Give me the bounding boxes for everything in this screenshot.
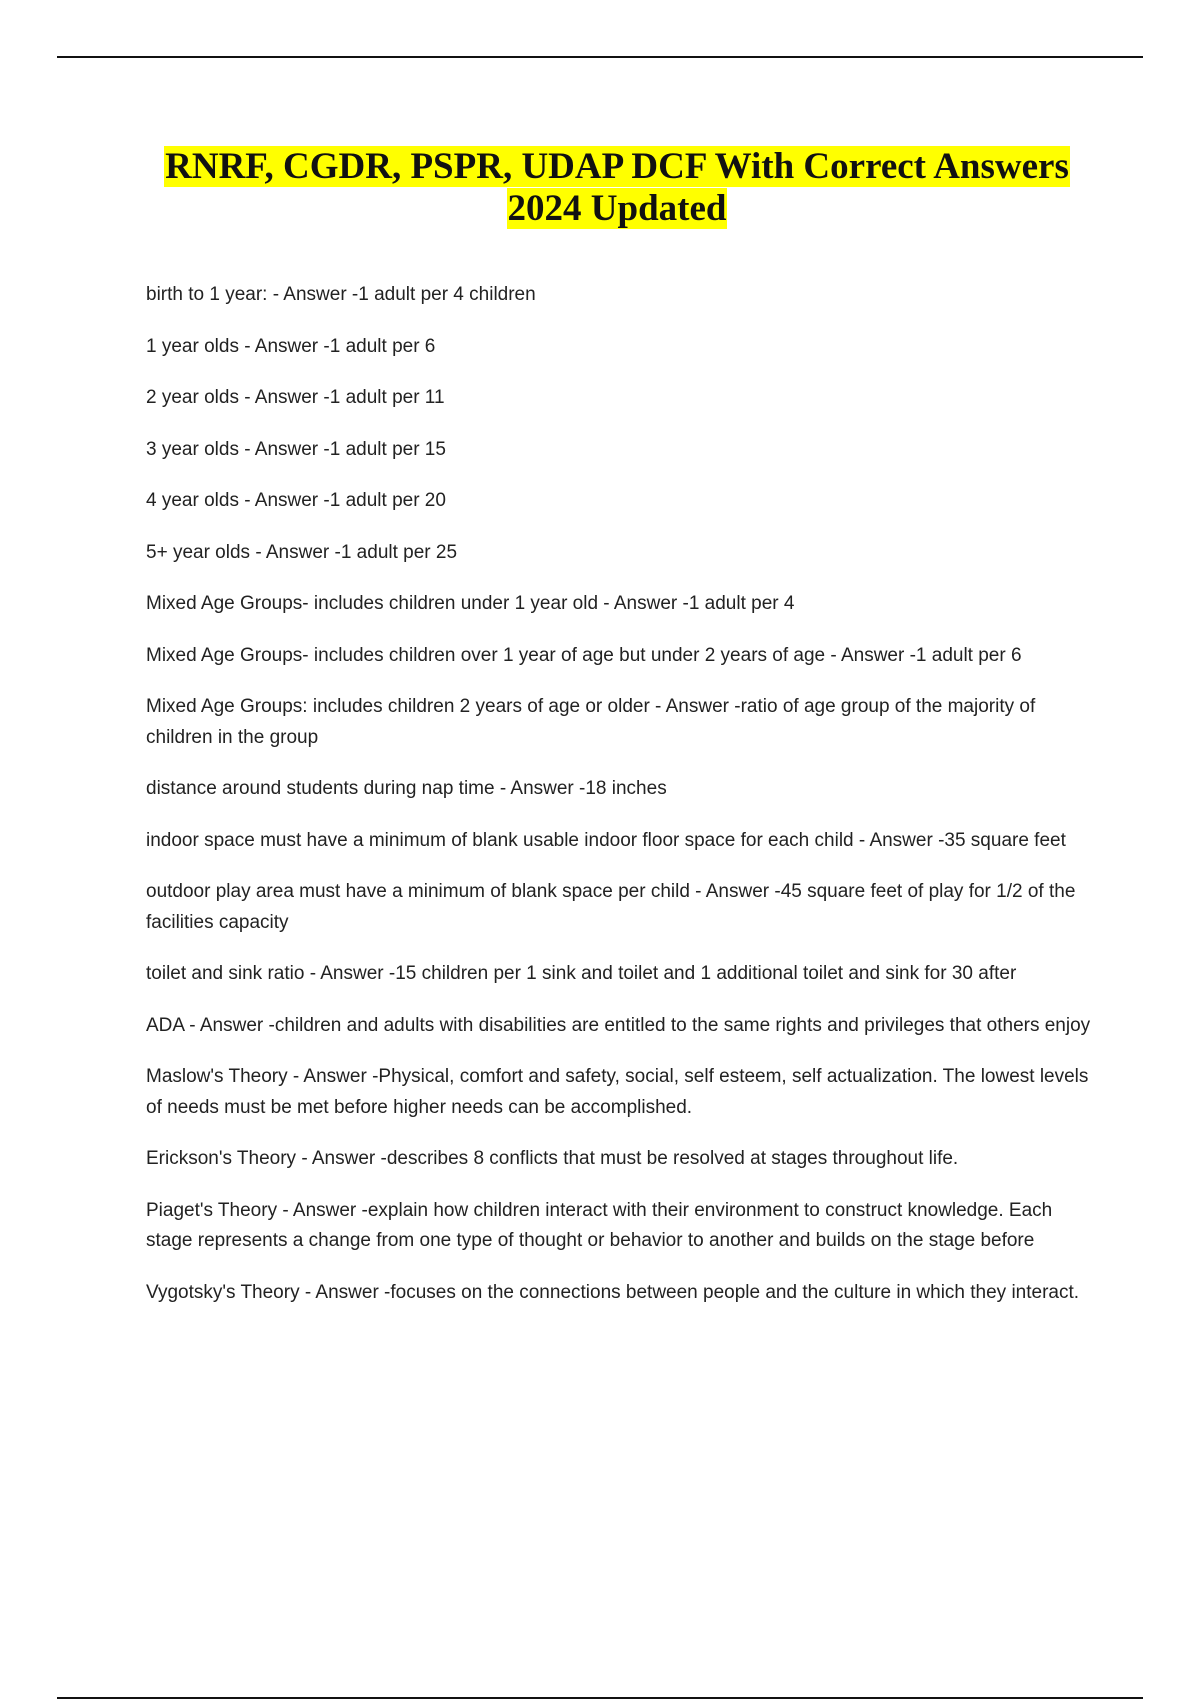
qa-item: 2 year olds - Answer -1 adult per 11 — [146, 387, 445, 408]
qa-item: Mixed Age Groups- includes children under 1 year old - Answer -1 adult per 4 — [146, 593, 795, 614]
qa-item: indoor space must have a minimum of blank usable indoor floor space for each child - Answer -35 square feet — [146, 829, 1066, 851]
qa-item: Maslow's Theory - Answer -Physical, comfort and safety, social, self esteem, self actualization. The lowest levels of needs must be met before higher needs can be accomplished. — [146, 1066, 1089, 1118]
qa-item: toilet and sink ratio - Answer -15 children per 1 sink and toilet and 1 additional toilet and sink for 30 after — [146, 963, 1017, 984]
qa-item: Piaget's Theory - Answer -explain how children interact with their environment to construct knowledge. Each stage represents a change from one type of thought or behavior to another and builds on the stage before — [146, 1199, 1053, 1251]
bottom-divider — [57, 1697, 1143, 1699]
qa-item: Vygotsky's Theory - Answer -focuses on the connections between people and the culture in which they interact. — [146, 1281, 1080, 1303]
qa-item: outdoor play area must have a minimum of blank space per child - Answer -45 square feet of play for 1/2 of the facilities capacity — [146, 881, 1076, 933]
qa-item: Mixed Age Groups- includes children over 1 year of age but under 2 years of age - Answer -1 adult per 6 — [146, 644, 1022, 666]
qa-item: distance around students during nap time - Answer -18 inches — [146, 778, 667, 799]
qa-item: ADA - Answer -children and adults with disabilities are entitled to the same rights and privileges that others enjoy — [146, 1014, 1091, 1036]
title-line-2: 2024 Updated — [507, 188, 727, 229]
qa-item: 1 year olds - Answer -1 adult per 6 — [146, 335, 436, 357]
qa-item: Mixed Age Groups: includes children 2 years of age or older - Answer -ratio of age group of the majority of children in the group — [146, 696, 1036, 748]
qa-list — [146, 280, 1101, 1329]
qa-item: birth to 1 year: - Answer -1 adult per 4 children — [146, 284, 536, 305]
qa-item: 5+ year olds - Answer -1 adult per 25 — [146, 541, 458, 563]
document-title — [120, 146, 1114, 230]
qa-item: 4 year olds - Answer -1 adult per 20 — [146, 490, 446, 511]
title-line-1: RNRF, CGDR, PSPR, UDAP DCF With Correct Answers — [165, 146, 1069, 187]
qa-item: Erickson's Theory - Answer -describes 8 conflicts that must be resolved at stages throughout life. — [146, 1148, 959, 1169]
top-divider — [57, 56, 1143, 58]
qa-item: 3 year olds - Answer -1 adult per 15 — [146, 438, 446, 460]
